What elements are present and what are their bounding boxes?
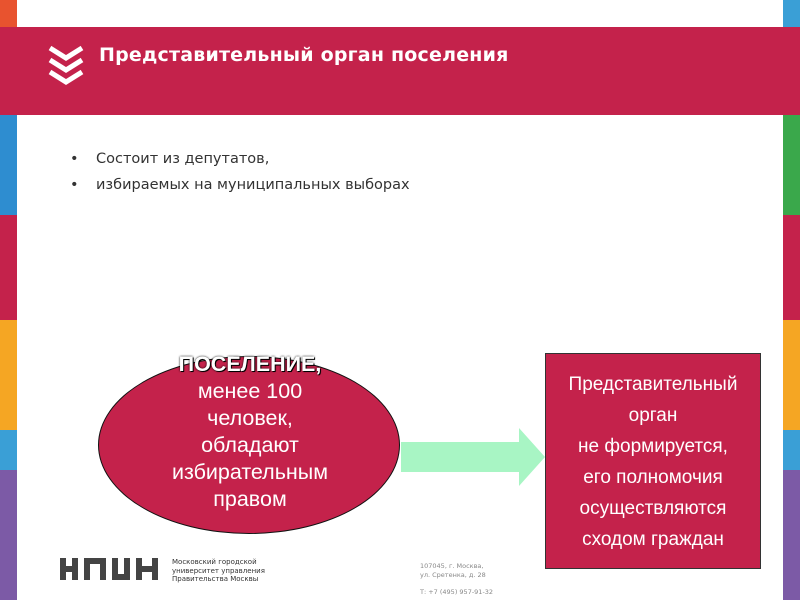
- box-line: не формируется,: [578, 436, 728, 457]
- ellipse-line: обладают: [201, 433, 299, 457]
- box-line: осуществляются: [579, 498, 727, 519]
- address-line: 107045, г. Москва,: [420, 562, 484, 570]
- address-spacer: [420, 580, 493, 588]
- stripe-6: [0, 470, 17, 600]
- stripe-7: [783, 0, 800, 27]
- address-line: ул. Сретенка, д. 28: [420, 571, 486, 579]
- stripe-11: [783, 430, 800, 470]
- ellipse-text: [118, 351, 382, 513]
- bullet-list: [70, 146, 410, 198]
- university-name: [172, 558, 265, 584]
- stripe-8: [783, 115, 800, 215]
- bullet-text: Состоит из депутатов,: [96, 151, 270, 167]
- box-line: Представительный: [568, 374, 738, 395]
- bullet-marker: •: [70, 151, 79, 167]
- org-line: Правительства Москвы: [172, 575, 259, 583]
- org-line: университет управления: [172, 566, 265, 575]
- org-line: Московский городской: [172, 558, 257, 566]
- contact-address: [420, 562, 493, 597]
- page-title: Представительный орган поселения: [99, 44, 509, 66]
- bullet-text: избираемых на муниципальных выборах: [96, 177, 410, 193]
- stripe-12: [783, 470, 800, 600]
- ellipse-lead: ПОСЕЛЕНИЕ,: [178, 352, 322, 376]
- right-arrow-icon: [401, 428, 545, 486]
- box-line: орган: [628, 405, 678, 426]
- box-line: его полномочия: [583, 467, 723, 488]
- stripe-9: [783, 215, 800, 320]
- ellipse-line: человек,: [207, 406, 293, 430]
- list-item: [70, 172, 410, 198]
- ellipse-line: правом: [213, 487, 287, 511]
- triple-chevron-down-icon: [46, 44, 86, 86]
- stripe-5: [0, 430, 17, 470]
- stripe-4: [0, 320, 17, 430]
- university-logo: [60, 556, 164, 582]
- box-text: [545, 369, 761, 555]
- ellipse-line: избирательным: [171, 460, 329, 484]
- stripe-3: [0, 215, 17, 320]
- box-line: сходом граждан: [582, 529, 724, 550]
- list-item: [70, 146, 410, 172]
- stripe-10: [783, 320, 800, 430]
- header-bar: [0, 27, 800, 115]
- stripe-2: [0, 115, 17, 215]
- address-line: Т: +7 (495) 957-91-32: [420, 588, 494, 596]
- ellipse-line: менее 100: [197, 379, 303, 403]
- stripe-1: [0, 0, 17, 27]
- bullet-marker: •: [70, 177, 79, 193]
